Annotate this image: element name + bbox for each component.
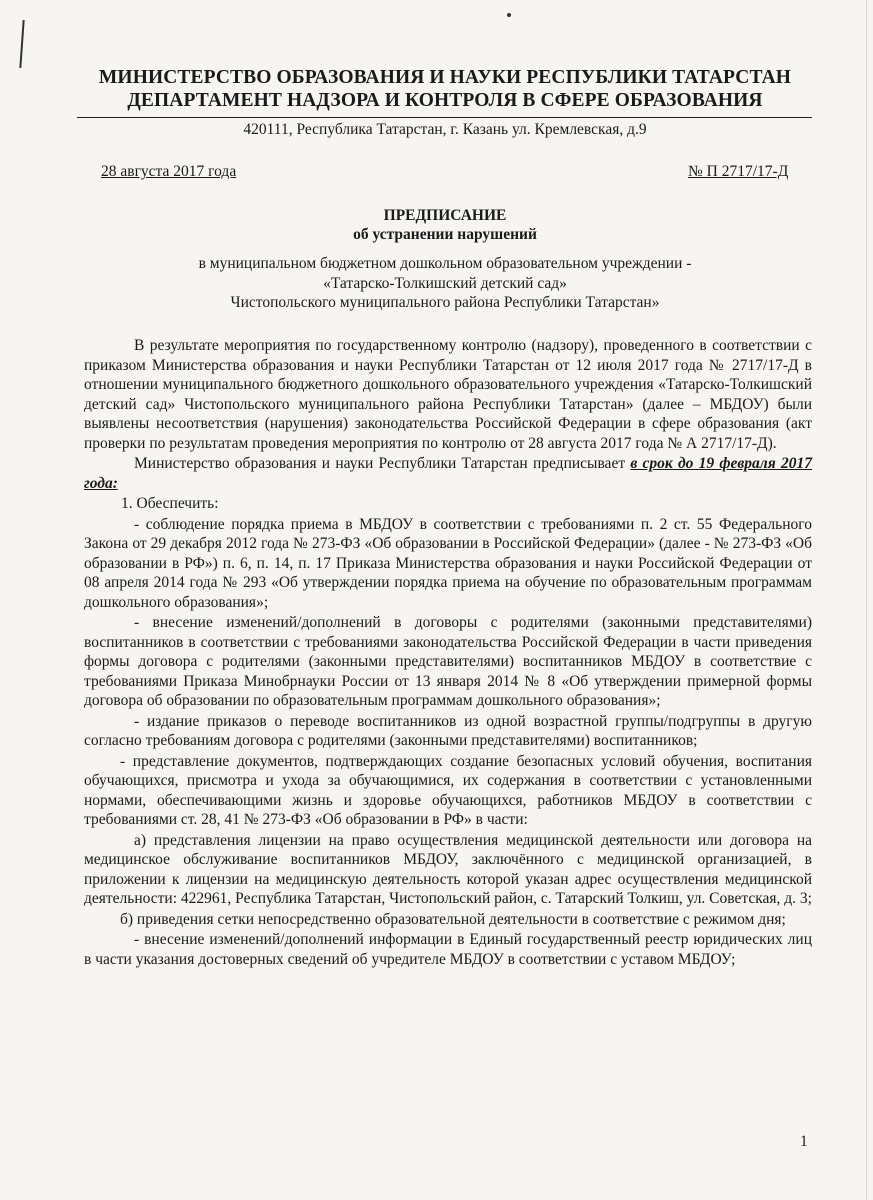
deadline: в срок до 19 февраля 2017 года: — [84, 455, 812, 492]
address: 420111, Республика Татарстан, г. Казань ул. Кремлевская, д.9 — [243, 121, 647, 138]
header-rule — [77, 117, 812, 118]
letterhead — [60, 66, 830, 112]
order-text: Министерство образования и науки Республики Татарстан предписывает — [134, 455, 631, 472]
document-body — [84, 336, 812, 969]
paragraph-intro: В результате мероприятия по государственному контролю (надзору), проведенного в соответствии с приказом Министерства образования и науки Республики Татарстан от 12 июля 2017 года № 2717/17-Д в отношении муниципального бюджетного дошкольного образовательного учреждения «Татарско-Толкишский детский сад» Чистопольского муниципального района Республики Татарстан» (далее – МБДОУ) были выявлены несоответствия (нарушения) законодательства Российской Федерации в сфере образования (акт проверки по результатам проведения мероприятия по контролю от 28 августа 2017 года № А 2717/17-Д). — [84, 337, 812, 452]
scan-edge — [866, 0, 867, 1200]
document-subject — [60, 254, 830, 313]
document-title — [60, 206, 830, 244]
document-number: № П 2717/17-Д — [688, 163, 789, 180]
subject-line: «Татарско-Толкишский детский сад» — [323, 274, 567, 292]
list-item: - представление документов, подтверждающих создание безопасных условий обучения, воспитания обучающихся, присмотра и ухода за обучающимися, их содержания в соответствии с установленными нормами, обеспечивающими жизнь и здоровье обучающихся, работников МБДОУ в соответствии с требованиями ст. 28, 41 № 273-ФЗ «Об образовании в РФ» в части: — [84, 752, 812, 828]
title-subline: об устранении нарушений — [353, 226, 537, 243]
scan-artifact — [507, 13, 511, 17]
subject-line: в муниципальном бюджетном дошкольном образовательном учреждении - — [198, 255, 692, 272]
list-item: - внесение изменений/дополнений информации в Единый государственный реестр юридических лиц в части указания достоверных сведений об учредителе МБДОУ в соответствии с уставом МБДОУ; — [84, 931, 812, 968]
page-number: 1 — [800, 1133, 808, 1150]
ministry-name: МИНИСТЕРСТВО ОБРАЗОВАНИЯ И НАУКИ РЕСПУБЛИКИ ТАТАРСТАН — [98, 67, 792, 88]
list-item-1: 1. Обеспечить: — [121, 495, 219, 512]
list-item: - внесение изменений/дополнений в договоры с родителями (законными представителями) воспитанников в соответствии с требованиями законодательства Российской Федерации в части приведения формы договора с родителями (законными представителями) воспитанников МБДОУ в соответствие с требованиями Приказа Минобрнауки России от 13 января 2014 № 8 «Об утверждении примерной формы договора об образовании по образовательным программам дошкольного образования»; — [84, 614, 812, 709]
department-name: ДЕПАРТАМЕНТ НАДЗОРА И КОНТРОЛЯ В СФЕРЕ ОБРАЗОВАНИЯ — [127, 90, 763, 111]
list-item: - издание приказов о переводе воспитанников из одной возрастной группы/подгруппы в другую согласно требованиям договора с родителями (законными представителями) воспитанников; — [84, 712, 812, 749]
title-line: ПРЕДПИСАНИЕ — [383, 207, 507, 224]
list-item: - соблюдение порядка приема в МБДОУ в соответствии с требованиями п. 2 ст. 55 Федерального Закона от 29 декабря 2012 года № 273-ФЗ «Об образовании в Российской Федерации» (далее - № 273-ФЗ «Об образовании в РФ») п. 6, п. 14, п. 17 Приказа Министерства образования и науки Российской Федерации от 08 апреля 2014 года № 293 «Об утверждении порядка приема на обучение по образовательным программам дошкольного образования»; — [84, 515, 812, 611]
paragraph-order — [84, 454, 812, 493]
subject-line: Чистопольского муниципального района Республики Татарстан» — [230, 294, 660, 311]
scan-artifact — [19, 20, 24, 68]
sub-item-b: б) приведения сетки непосредственно образовательной деятельности в соответствие с режимом дня; — [120, 910, 786, 928]
sub-item-a: а) представления лицензии на право осуществления медицинской деятельности или договора на медицинское обслуживание воспитанников МБДОУ, заключённого с медицинской организацией, в приложении к лицензии на медицинскую деятельность которой указан адрес осуществления медицинской деятельности: 422961, Республика Татарстан, Чистопольский район, с. Татарский Толкиш, ул. Советская, д. 3; — [84, 831, 812, 907]
document-date: 28 августа 2017 года — [101, 163, 237, 180]
